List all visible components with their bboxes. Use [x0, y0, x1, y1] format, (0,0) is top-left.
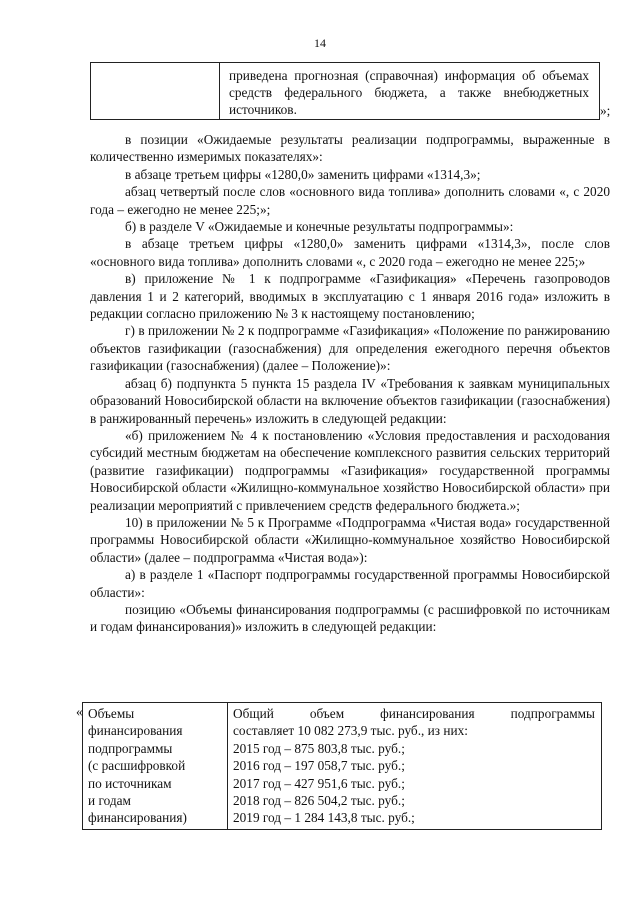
financing-value-line: 2015 год – 875 803,8 тыс. руб.; [233, 740, 405, 756]
table-column-divider [227, 703, 228, 829]
opening-quote-mark: « [76, 704, 83, 719]
financing-label-line: финансирования [88, 723, 183, 739]
financing-value-line: Общий объем финансирования подпрограммы [233, 706, 595, 721]
paragraph: б) в разделе V «Ожидаемые и конечные результаты подпрограммы»: [125, 219, 514, 235]
financing-value-line: 2017 год – 427 951,6 тыс. руб.; [233, 775, 405, 791]
financing-value-line: 2016 год – 197 058,7 тыс. руб.; [233, 758, 405, 774]
document-body [90, 131, 610, 636]
financing-label-line: (с расшифровкой [88, 758, 186, 774]
financing-value-line: 2019 год – 1 284 143,8 тыс. руб.; [233, 810, 415, 826]
paragraph: г) в приложении № 2 к подпрограмме «Газификация» «Положение по ранжированию объектов газификации (газоснабжения) для определения ежегодного перечня объектов газификации (газоснабжения) (далее – Положение)»: [90, 323, 610, 374]
paragraph: а) в разделе 1 «Паспорт подпрограммы государственной программы Новосибирской области»: [90, 567, 610, 600]
paragraph: позицию «Объемы финансирования подпрограммы (с расшифровкой по источникам и годам финансирования)» изложить в следующей редакции: [90, 601, 610, 635]
paragraph: 10) в приложении № 5 к Программе «Подпрограмма «Чистая вода» государственной программы Новосибирской области «Жилищно-коммунальное хозяйство Новосибирской области» (далее – подпрограмма «Чистая вода»): [90, 514, 610, 565]
financing-label-line: Объемы [88, 706, 135, 721]
paragraph: абзац четвертый после слов «основного вида топлива» дополнить словами «, с 2020 года – ежегодно не менее 225;»; [90, 184, 610, 217]
page-number: 14 [314, 36, 326, 50]
paragraph: в абзаце третьем цифры «1280,0» заменить цифрами «1314,3»; [125, 166, 481, 182]
financing-label-line: финансирования) [88, 810, 187, 826]
top-table [90, 62, 600, 120]
financing-values-cell [233, 705, 595, 827]
financing-label-cell [88, 705, 223, 827]
closing-quote-mark: »; [600, 103, 611, 118]
financing-label-line: подпрограммы [88, 740, 173, 756]
table-cell-text: приведена прогнозная (справочная) информация об объемах средств федерального бюджета, а также внебюджетных источников. [229, 68, 589, 117]
paragraph: в) приложение № 1 к подпрограмме «Газификация» «Перечень газопроводов давления 1 и 2 категорий, вводимых в эксплуатацию с 1 января 2016 года» изложить в редакции согласно приложению № 3 к настоящему постановлению; [90, 271, 610, 322]
financing-table [82, 702, 602, 830]
financing-label-line: и годам [88, 793, 131, 809]
paragraph: абзац б) подпункта 5 пункта 15 раздела IV «Требования к заявкам муниципальных образований Новосибирской области на включение объектов газификации (газоснабжения) в ранжированный перечень» изложить в следующей редакции: [90, 375, 610, 426]
financing-value-line: составляет 10 082 273,9 тыс. руб., из них: [233, 723, 468, 739]
financing-label-line: по источникам [88, 775, 172, 791]
paragraph: «б) приложением № 4 к постановлению «Условия предоставления и расходования субсидий местным бюджетам на обеспечение комплексного развития сельских территорий (развитие газификации) подпрограммы «Газификация» государственной программы Новосибирской области «Жилищно-коммунальное хозяйство Новосибирской области» при реализации мероприятий с привлечением средств федерального бюджета.»; [90, 427, 610, 513]
paragraph: в абзаце третьем цифры «1280,0» заменить цифрами «1314,3», после слов «основного вида топлива» дополнить словами «, с 2020 года – ежегодно не менее 225;» [90, 236, 610, 269]
table-column-divider [219, 63, 220, 119]
financing-value-line: 2018 год – 826 504,2 тыс. руб.; [233, 793, 405, 809]
paragraph: в позиции «Ожидаемые результаты реализации подпрограммы, выраженные в количественно измеримых показателях»: [90, 132, 610, 165]
